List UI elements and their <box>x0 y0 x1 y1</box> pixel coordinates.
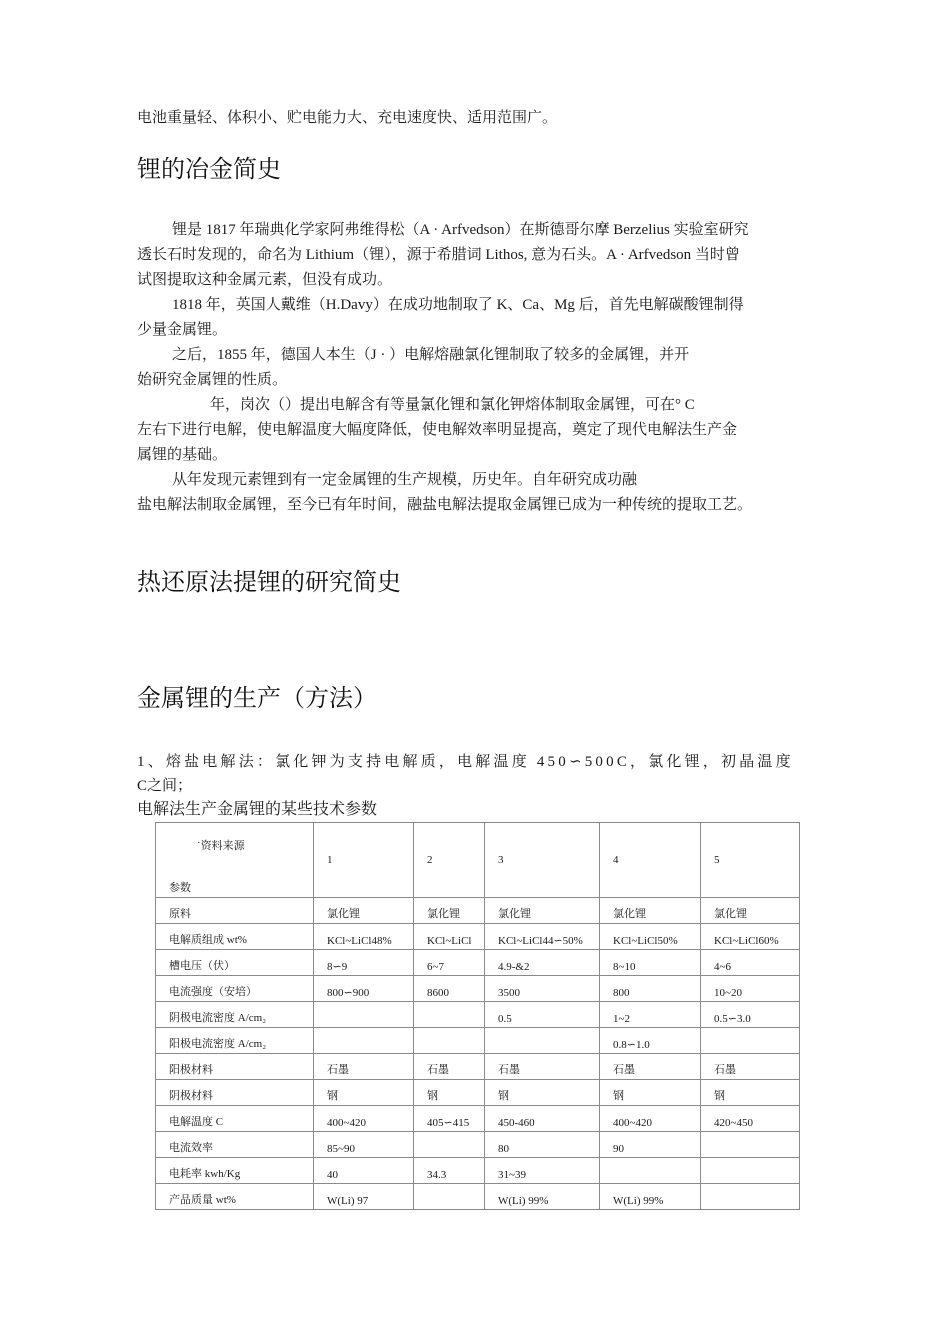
table-cell: 10~20 <box>701 976 800 1002</box>
table-cell: 85~90 <box>314 1132 414 1158</box>
table-cell: 800∽900 <box>314 976 414 1002</box>
table-cell: 90 <box>600 1132 701 1158</box>
method-line-cont: C之间； <box>137 778 193 794</box>
column-header: 1 <box>314 823 414 898</box>
table-row <box>156 1054 800 1080</box>
table-cell <box>701 1184 800 1210</box>
paragraph-line: 少量金属锂。 <box>137 322 228 338</box>
table-cell: KCl~LiCl50% <box>600 924 701 950</box>
table-row <box>156 1028 800 1054</box>
table-cell <box>600 1158 701 1184</box>
table-body <box>156 898 800 1210</box>
paragraph-line: 1818 年，英国人戴维（H.Davy）在成功地制取了 K、Ca、Mg 后，首先电解碳酸锂制得 <box>172 297 744 313</box>
table-cell: 6~7 <box>414 950 485 976</box>
table-row <box>156 1080 800 1106</box>
intro-line: 电池重量轻、体积小、贮电能力大、充电速度快、适用范围广。 <box>137 110 558 126</box>
table-cell: 34.3 <box>414 1158 485 1184</box>
paragraph-line: 透长石时发现的，命名为 Lithium（锂），源于希腊词 Lithos, 意为石头。A · Arfvedson 当时曾 <box>137 247 740 263</box>
paragraph-line: 左右下进行电解，使电解温度大幅度降低，使电解效率明显提高，奠定了现代电解法生产金 <box>137 422 738 438</box>
table-cell <box>485 1028 600 1054</box>
table-cell: 80 <box>485 1132 600 1158</box>
table-cell: W(Li) 99% <box>600 1184 701 1210</box>
table-cell: W(Li) 97 <box>314 1184 414 1210</box>
paragraph-line: 从年发现元素锂到有一定金属锂的生产规模，历史年。自年研究成功融 <box>172 472 638 488</box>
table-row <box>156 1184 800 1210</box>
row-label: 阳极电流密度 A/cm₂ <box>156 1028 314 1054</box>
table-caption: 电解法生产金属锂的某些技术参数 <box>137 801 378 818</box>
row-label: 电耗率 kwh/Kg <box>156 1158 314 1184</box>
technical-parameters-table <box>155 822 800 1210</box>
row-label: 阳极材料 <box>156 1054 314 1080</box>
row-label: 产品质量 wt% <box>156 1184 314 1210</box>
paragraph-line: 试图提取这种金属元素，但没有成功。 <box>137 272 393 288</box>
table-cell <box>701 1028 800 1054</box>
row-label: 电解温度 C <box>156 1106 314 1132</box>
table-cell: 钢 <box>600 1080 701 1106</box>
table-cell: 石墨 <box>701 1054 800 1080</box>
row-label: 槽电压（伏） <box>156 950 314 976</box>
table-row <box>156 898 800 924</box>
corner-source-label: ˙资料来源 <box>197 840 245 852</box>
table-cell <box>701 1158 800 1184</box>
paragraph-line: 属锂的基础。 <box>137 447 228 463</box>
table-cell: KCl~LiCl <box>414 924 485 950</box>
table-cell: 8~10 <box>600 950 701 976</box>
paragraph-line: 之后，1855 年，德国人本生（J · ）电解熔融氯化锂制取了较多的金属锂，并开 <box>172 347 690 363</box>
column-header: 2 <box>414 823 485 898</box>
table-cell: 氯化锂 <box>314 898 414 924</box>
table-cell: 0.5 <box>485 1002 600 1028</box>
table-row <box>156 1106 800 1132</box>
corner-param-label: 参数 <box>169 882 191 894</box>
paragraph-line: 始研究金属锂的性质。 <box>137 372 288 388</box>
table-cell: 石墨 <box>414 1054 485 1080</box>
table-cell: 钢 <box>485 1080 600 1106</box>
column-header: 3 <box>485 823 600 898</box>
table-cell: 3500 <box>485 976 600 1002</box>
table-cell: KCl~LiCl44∽50% <box>485 924 600 950</box>
row-label: 阴极材料 <box>156 1080 314 1106</box>
table-cell: 氯化锂 <box>414 898 485 924</box>
section-title-history: 锂的冶金简史 <box>137 155 281 183</box>
table-cell <box>314 1002 414 1028</box>
table-cell: KCl~LiCl48% <box>314 924 414 950</box>
table-cell <box>414 1132 485 1158</box>
table-row <box>156 924 800 950</box>
table-row <box>156 1002 800 1028</box>
table-cell: 800 <box>600 976 701 1002</box>
table-cell: 31~39 <box>485 1158 600 1184</box>
table-cell: 400~420 <box>314 1106 414 1132</box>
column-header: 5 <box>701 823 800 898</box>
table-cell: 1~2 <box>600 1002 701 1028</box>
table-cell: 4.9-&2 <box>485 950 600 976</box>
table-cell: 石墨 <box>485 1054 600 1080</box>
table-cell <box>414 1002 485 1028</box>
table-cell: 氯化锂 <box>600 898 701 924</box>
table-row <box>156 950 800 976</box>
table-cell: 氯化锂 <box>701 898 800 924</box>
section-title-production: 金属锂的生产（方法） <box>137 684 377 712</box>
row-label: 电流效率 <box>156 1132 314 1158</box>
column-header: 4 <box>600 823 701 898</box>
table-cell <box>414 1184 485 1210</box>
table-header-row <box>156 823 800 898</box>
table-cell <box>414 1028 485 1054</box>
table-cell: 450-460 <box>485 1106 600 1132</box>
row-label: 电流强度（安培） <box>156 976 314 1002</box>
table-cell: 钢 <box>314 1080 414 1106</box>
row-label: 电解质组成 wt% <box>156 924 314 950</box>
table-corner-cell <box>156 823 314 898</box>
paragraph-line: 盐电解法制取金属锂，至今已有年时间，融盐电解法提取金属锂已成为一种传统的提取工艺。 <box>137 497 753 513</box>
row-label: 阴极电流密度 A/cm₂ <box>156 1002 314 1028</box>
table-cell: 8600 <box>414 976 485 1002</box>
method-line: 1、熔盐电解法：氯化钾为支持电解质，电解温度 450∽500C，氯化锂，初晶温度 <box>137 754 794 770</box>
table-cell: 8∽9 <box>314 950 414 976</box>
table-cell: 0.8∽1.0 <box>600 1028 701 1054</box>
paragraph-line: 年，岗次（）提出电解含有等量氯化锂和氯化钾熔体制取金属锂，可在° C <box>210 397 695 413</box>
table-cell: KCl~LiCl60% <box>701 924 800 950</box>
table-cell: 420~450 <box>701 1106 800 1132</box>
table-row <box>156 1132 800 1158</box>
section-title-thermal: 热还原法提锂的研究简史 <box>137 568 401 596</box>
table-cell: 氯化锂 <box>485 898 600 924</box>
table-row <box>156 976 800 1002</box>
table-cell <box>701 1132 800 1158</box>
table-cell <box>314 1028 414 1054</box>
table-cell: 石墨 <box>314 1054 414 1080</box>
table-cell: 405∽415 <box>414 1106 485 1132</box>
paragraph-line: 锂是 1817 年瑞典化学家阿弗维得松（A · Arfvedson）在斯德哥尔摩 Berzelius 实验室研究 <box>172 222 749 238</box>
table-cell: 钢 <box>414 1080 485 1106</box>
table-cell: W(Li) 99% <box>485 1184 600 1210</box>
row-label: 原料 <box>156 898 314 924</box>
table-cell: 400~420 <box>600 1106 701 1132</box>
table-row <box>156 1158 800 1184</box>
table-cell: 钢 <box>701 1080 800 1106</box>
table-cell: 石墨 <box>600 1054 701 1080</box>
table-cell: 40 <box>314 1158 414 1184</box>
table-cell: 4~6 <box>701 950 800 976</box>
table-cell: 0.5∽3.0 <box>701 1002 800 1028</box>
